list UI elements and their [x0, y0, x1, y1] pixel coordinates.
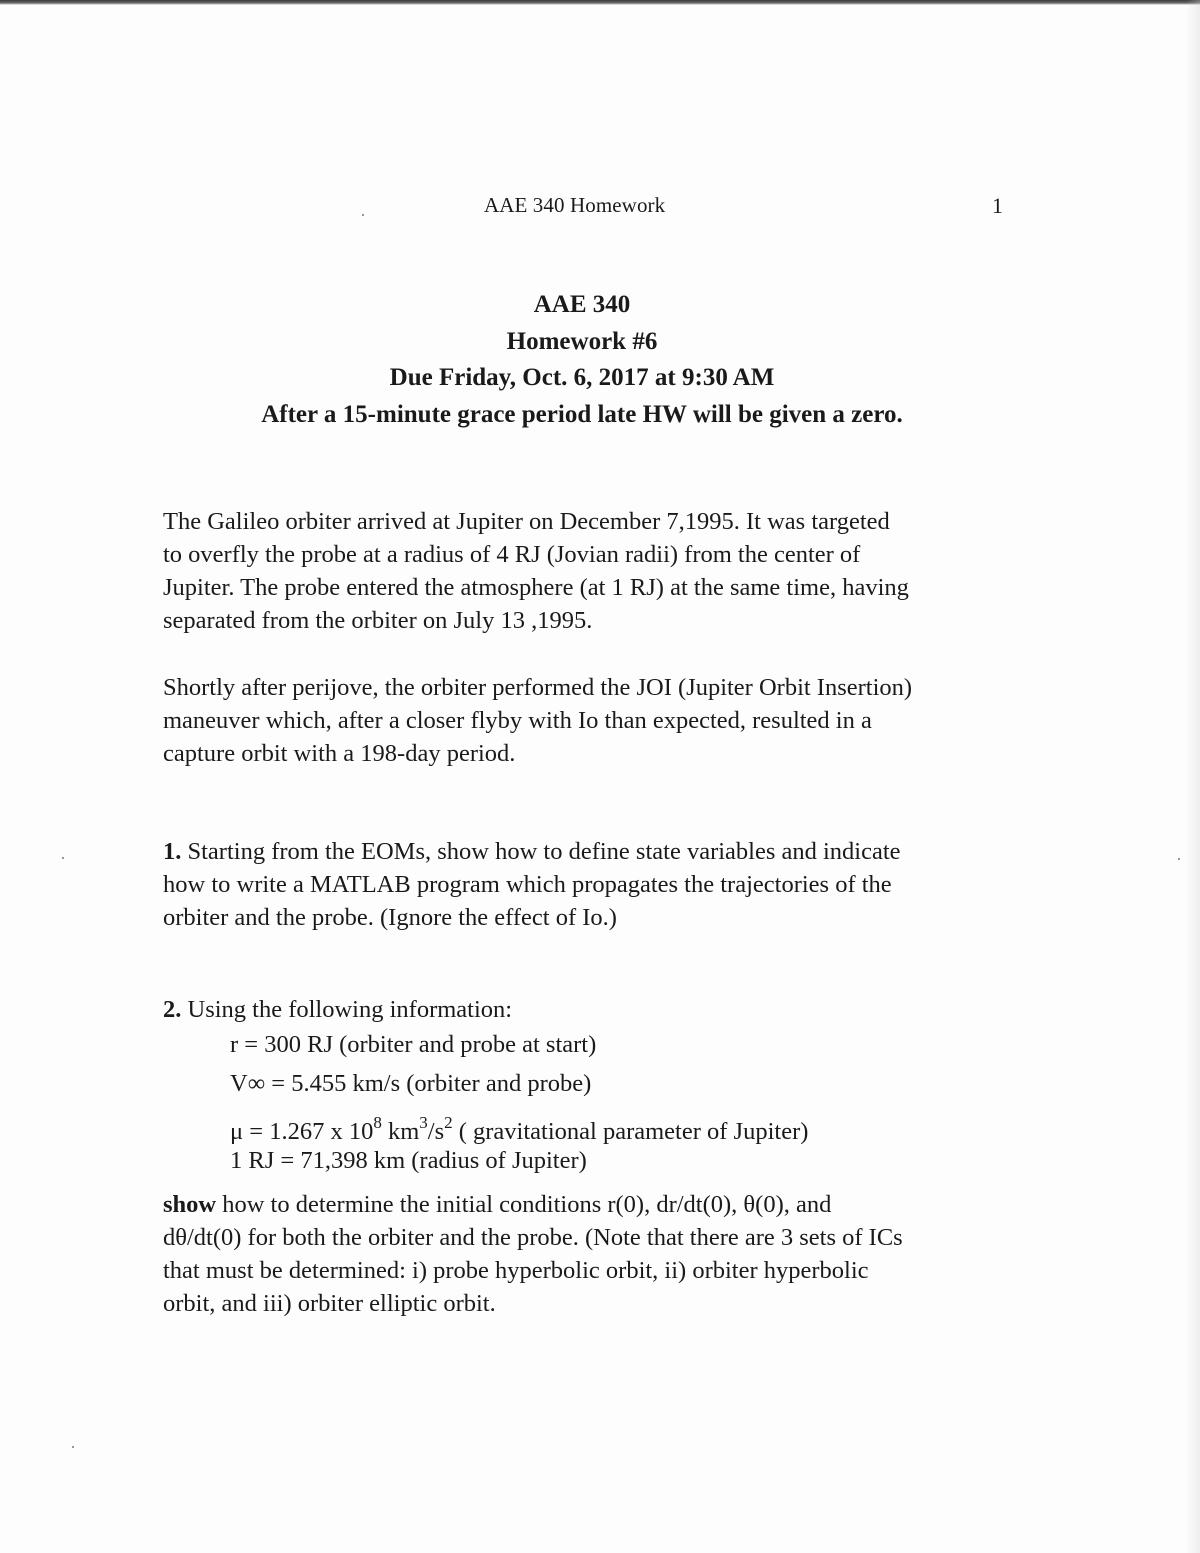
- question-2-body-text: how to determine the initial conditions r(0), dr/dt(0), θ(0), and: [216, 1191, 832, 1218]
- assignment-title: Homework #6: [506, 327, 658, 355]
- mu-value: μ = 1.267 x 10: [230, 1118, 374, 1145]
- scan-speck: [1178, 858, 1180, 860]
- text-line: dθ/dt(0) for both the orbiter and the probe. (Note that there are 3 sets of ICs: [163, 1224, 903, 1251]
- text-line: to overfly the probe at a radius of 4 RJ (Jovian radii) from the center of: [163, 541, 861, 568]
- question-1-number: 1.: [163, 838, 182, 865]
- mu-exponent: 8: [373, 1112, 382, 1132]
- scan-edge-top: [0, 0, 1200, 5]
- question-2-intro: [163, 993, 1023, 1026]
- given-jovian-radius: 1 RJ = 71,398 km (radius of Jupiter): [230, 1147, 587, 1174]
- question-2-number: 2.: [163, 996, 182, 1023]
- text-line: separated from the orbiter on July 13 ,1995.: [163, 607, 593, 634]
- text-line: [163, 835, 1023, 868]
- text-line: orbiter and the probe. (Ignore the effect of Io.): [163, 904, 617, 931]
- text-line: that must be determined: i) probe hyperbolic orbit, ii) orbiter hyperbolic: [163, 1257, 869, 1284]
- text-line: capture orbit with a 198-day period.: [163, 740, 516, 767]
- question-1: [163, 835, 1023, 934]
- late-policy: After a 15-minute grace period late HW will be given a zero.: [261, 400, 903, 428]
- mu-unit-exponent-2: 2: [444, 1112, 453, 1132]
- given-radius: r = 300 RJ (orbiter and probe at start): [230, 1031, 597, 1058]
- text-line: Jupiter. The probe entered the atmosphere (at 1 RJ) at the same time, having: [163, 574, 909, 601]
- mu-unit-exponent: 3: [419, 1112, 428, 1132]
- question-2-body: [163, 1188, 1023, 1320]
- mu-description: ( gravitational parameter of Jupiter): [452, 1118, 809, 1145]
- given-v-infinity: V∞ = 5.455 km/s (orbiter and probe): [230, 1070, 592, 1097]
- text-line: [163, 993, 1023, 1026]
- text-line: The Galileo orbiter arrived at Jupiter on December 7,1995. It was targeted: [163, 508, 890, 535]
- given-mu: [230, 1112, 808, 1144]
- text-line: Shortly after perijove, the orbiter performed the JOI (Jupiter Orbit Insertion): [163, 674, 913, 701]
- course-title: AAE 340: [533, 291, 631, 318]
- mu-unit: km: [381, 1118, 420, 1145]
- text-line: [163, 1188, 1023, 1221]
- mu-unit-mid: /s: [427, 1118, 445, 1145]
- text-line: how to write a MATLAB program which propagates the trajectories of the: [163, 871, 892, 898]
- running-header: AAE 340 Homework: [484, 193, 666, 217]
- scan-speck: [72, 1446, 74, 1448]
- question-1-text: Starting from the EOMs, show how to define state variables and indicate: [181, 838, 901, 865]
- show-keyword: show: [163, 1191, 217, 1218]
- page-number: 1: [992, 193, 1003, 218]
- scan-speck: [62, 857, 64, 859]
- text-line: orbit, and iii) orbiter elliptic orbit.: [163, 1290, 496, 1317]
- given-values-list: [230, 1028, 808, 1177]
- due-date: Due Friday, Oct. 6, 2017 at 9:30 AM: [389, 364, 775, 391]
- scan-edge-right: [1186, 0, 1200, 1553]
- title-block: [150, 287, 1014, 433]
- intro-paragraph-1: [163, 505, 1023, 637]
- intro-paragraph-2: [163, 671, 1023, 770]
- text-line: maneuver which, after a closer flyby with Io than expected, resulted in a: [163, 707, 872, 734]
- scan-speck: [362, 214, 364, 216]
- question-2-intro-text: Using the following information:: [181, 996, 513, 1023]
